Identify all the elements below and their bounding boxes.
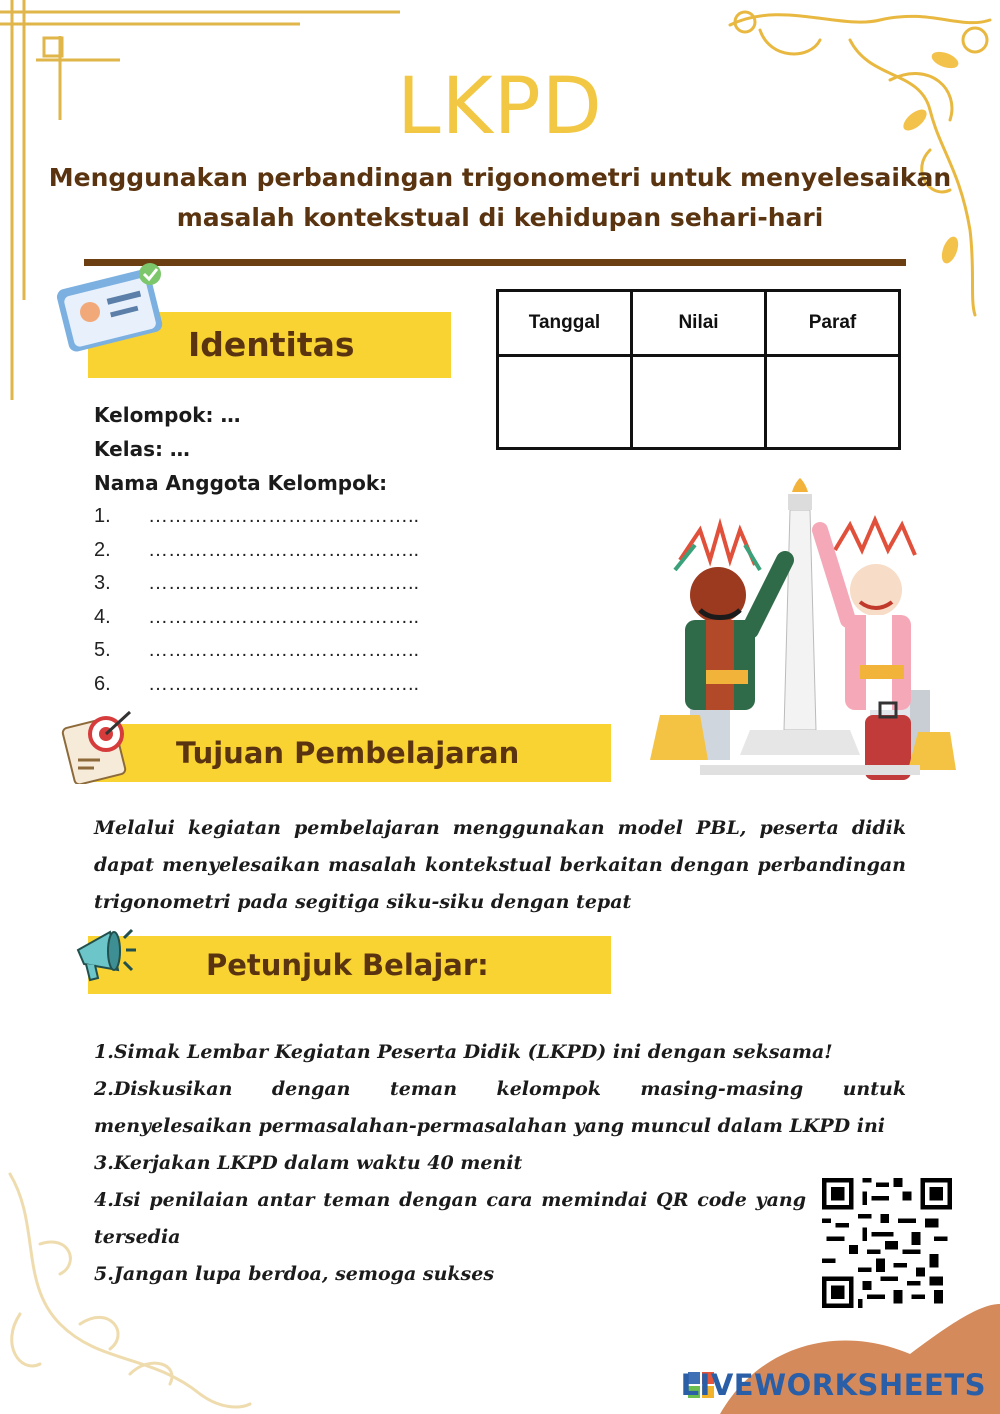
member-number: 1.	[94, 505, 111, 527]
identity-fields	[94, 398, 387, 500]
member-item[interactable]	[94, 634, 494, 668]
id-card-icon	[52, 262, 172, 362]
step-item: 2.Diskusikan dengan teman kelompok masing-masing untuk menyelesaikan permasalahan-permasalahan yang muncul dalam LKPD ini	[94, 1078, 906, 1137]
member-item[interactable]	[94, 601, 494, 635]
tujuan-banner	[88, 724, 611, 782]
member-blank: …………………………………..	[148, 505, 420, 527]
member-blank: …………………………………..	[148, 572, 420, 595]
anggota-label: Nama Anggota Kelompok:	[94, 471, 388, 495]
member-item[interactable]	[94, 567, 494, 601]
member-blank: …………………………………..	[148, 538, 420, 561]
grade-cell-paraf[interactable]	[766, 356, 900, 449]
step-item: 5.Jangan lupa berdoa, semoga sukses	[94, 1263, 495, 1285]
member-blank: …………………………………..	[148, 639, 420, 662]
kelompok-field[interactable]: Kelompok: …	[94, 403, 241, 427]
megaphone-icon	[70, 920, 140, 990]
member-number: 2.	[94, 538, 111, 561]
step-item: 1.Simak Lembar Kegiatan Peserta Didik (LKPD) ini dengan seksama!	[94, 1041, 833, 1063]
member-number: 6.	[94, 672, 111, 695]
member-item[interactable]	[94, 534, 494, 568]
member-list	[94, 500, 494, 702]
ondel-ondel-monas-illustration	[640, 470, 960, 790]
grade-header-tanggal: Tanggal	[498, 291, 632, 356]
step-item: 4.Isi penilaian antar teman dengan cara memindai QR code yang tersedia	[94, 1189, 806, 1248]
grade-table	[496, 289, 901, 450]
petunjuk-steps	[94, 1034, 906, 1293]
step-item: 3.Kerjakan LKPD dalam waktu 40 menit	[94, 1152, 523, 1174]
member-item[interactable]	[94, 500, 494, 534]
member-blank: …………………………………..	[148, 605, 420, 628]
grade-header-paraf: Paraf	[766, 291, 900, 356]
kelas-field[interactable]: Kelas: …	[94, 437, 190, 461]
liveworksheets-brand: LIVEWORKSHEETS	[680, 1368, 986, 1402]
petunjuk-banner	[88, 936, 611, 994]
member-number: 3.	[94, 572, 111, 595]
page-subtitle	[40, 158, 960, 238]
member-item[interactable]	[94, 668, 494, 702]
member-number: 4.	[94, 605, 111, 628]
header-divider	[84, 259, 906, 266]
subtitle-line-1: Menggunakan perbandingan trigonometri untuk menyelesaikan	[48, 163, 952, 192]
grade-cell-nilai[interactable]	[632, 356, 766, 449]
member-blank: …………………………………..	[148, 672, 420, 695]
petunjuk-heading: Petunjuk Belajar:	[206, 948, 489, 982]
member-number: 5.	[94, 639, 111, 662]
tujuan-text: Melalui kegiatan pembelajaran menggunakan model PBL, peserta didik dapat menyelesaikan masalah kontekstual berkaitan dengan perbandingan trigonometri pada segitiga siku-siku dengan tepat	[94, 817, 906, 913]
identitas-heading: Identitas	[188, 325, 355, 364]
subtitle-line-2: masalah kontekstual di kehidupan sehari-hari	[176, 203, 824, 232]
grade-cell-tanggal[interactable]	[498, 356, 632, 449]
page-title: LKPD	[397, 62, 603, 152]
tujuan-heading: Tujuan Pembelajaran	[176, 736, 520, 770]
qr-code[interactable]	[822, 1178, 952, 1308]
target-clipboard-icon	[60, 704, 140, 784]
grade-header-nilai: Nilai	[632, 291, 766, 356]
